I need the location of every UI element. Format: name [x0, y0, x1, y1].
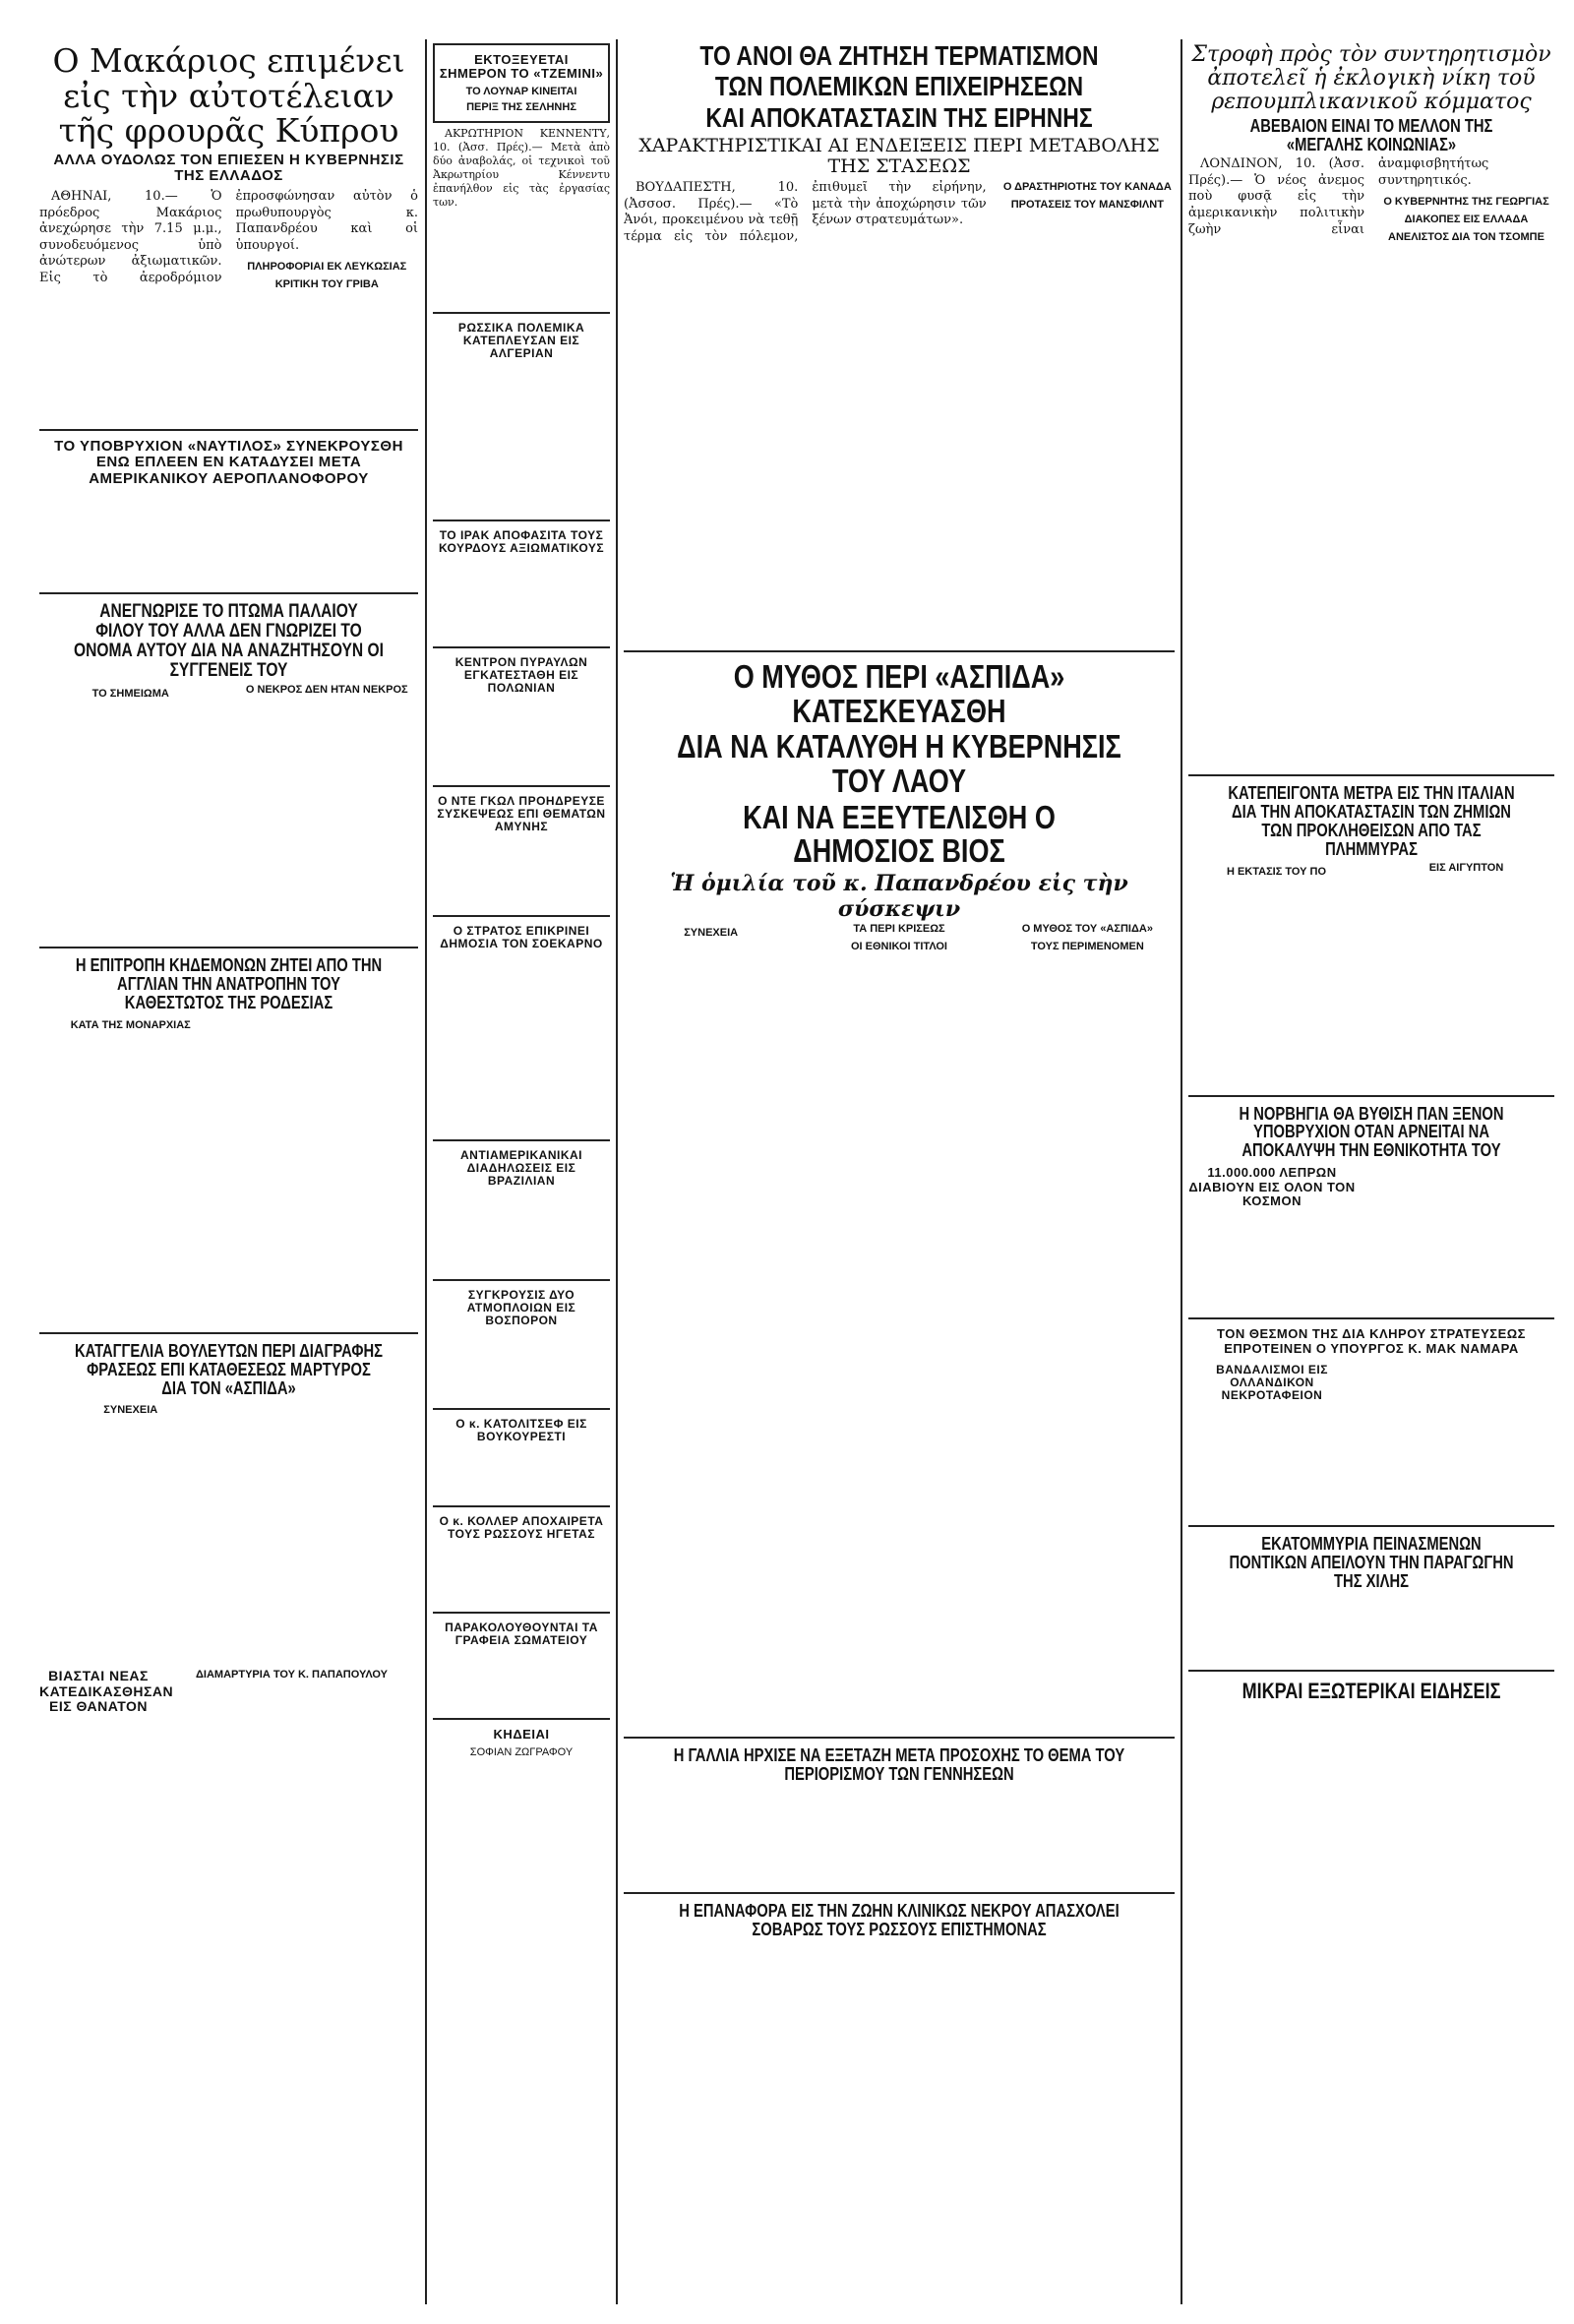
- headline-rapists: ΒΙΑΣΤΑΙ ΝΕΑΣ ΚΑΤΕΔΙΚΑΣΘΗΣΑΝ ΕΙΣ ΘΑΝΑΤΟΝ: [39, 1668, 174, 1715]
- article-degaulle: [433, 838, 610, 907]
- subsection-title: ΕΙΣ ΑΙΓΥΠΤΟΝ: [1428, 861, 1504, 874]
- headline-conservatism: Στροφὴ πρὸς τὸν συντηρητισμὸν ἀποτελεῖ ἡ ἐκλογικὴ νίκη τοῦ ρεπουμπλικανικοῦ κόμματος: [1191, 42, 1551, 114]
- headline-deputies: ΚΑΤΑΓΓΕΛΙΑ ΒΟΥΛΕΥΤΩΝ ΠΕΡΙ ΔΙΑΓΡΑΦΗΣ ΦΡΑΣΕΩΣ ΕΠΙ ΚΑΤΑΘΕΣΕΩΣ ΜΑΡΤΥΡΟΣ ΔΙΑ ΤΟΝ «ΑΣΠΙΔΑ»: [75, 1340, 383, 1398]
- headline-foreign-briefs: ΜΙΚΡΑΙ ΕΞΩΤΕΡΙΚΑΙ ΕΙΔΗΣΕΙΣ: [1241, 1678, 1501, 1703]
- subsection-title: ΣΥΝΕΧΕΙΑ: [103, 1404, 158, 1417]
- headline-union-office: ΠΑΡΑΚΟΛΟΥΘΟΥΝΤΑΙ ΤΑ ΓΡΑΦΕΙΑ ΣΩΜΑΤΕΙΟΥ: [445, 1620, 598, 1648]
- headline-revival: Η ΕΠΑΝΑΦΟΡΑ ΕΙΣ ΤΗΝ ΖΩΗΝ ΚΛΙΝΙΚΩΣ ΝΕΚΡΟΥ ΑΠΑΣΧΟΛΕΙ ΣΟΒΑΡΩΣ ΤΟΥΣ ΡΩΣΣΟΥΣ ΕΠΙΣΤΗΜΟΝΑΣ: [679, 1900, 1120, 1939]
- article-foreign-briefs: [1188, 1704, 1554, 1822]
- article-chile-rats: [1188, 1593, 1554, 1662]
- article-russian-ships: [433, 364, 610, 512]
- headline-bucharest: Ο κ. ΚΑΤΟΛΙΤΣΕΦ ΕΙΣ ΒΟΥΚΟΥΡΕΣΤΙ: [455, 1417, 587, 1444]
- article-brazil: [433, 1193, 610, 1271]
- subsection-title: ΤΟ ΣΗΜΕΙΩΜΑ: [91, 688, 169, 701]
- headline-rhodesia: Η ΕΠΙΤΡΟΠΗ ΚΗΔΕΜΟΝΩΝ ΖΗΤΕΙ ΑΠΟ ΤΗΝ ΑΓΓΛΙΑΝ ΤΗΝ ΑΝΑΤΡΟΠΗΝ ΤΟΥ ΚΑΘΕΣΤΩΤΟΣ ΤΗΣ ΡΟΔΕΣΙΑΣ: [75, 955, 383, 1012]
- subsection-title: Ο ΔΡΑΣΤΗΡΙΟΤΗΣ ΤΟΥ ΚΑΝΑΔΑ: [1002, 181, 1172, 194]
- subsection-title: ΚΡΙΤΙΚΗ ΤΟΥ ΓΡΙΒΑ: [274, 278, 379, 291]
- box-subtitle: ΤΟ ΛΟΥΝΑΡ ΚΙΝΕΙΤΑΙ: [465, 85, 577, 97]
- subsection-title: ΣΥΝΕΧΕΙΑ: [684, 927, 739, 940]
- lead-paragraph: ΛΟΝΔΙΝΟΝ, 10. (Ἀσσ. Πρές).— Ὁ νέος ἀνεμος ποὺ φυσᾷ εἰς τὴν ἀμερικανικὴν πολιτικὴν ζωὴν εἶναι ἀναμφισβητήτως συντηρητικός.: [1188, 156, 1489, 237]
- subsection-title: ΔΙΑΜΑΡΤΥΡΙΑ ΤΟΥ Κ. ΠΑΠΑΠΟΥΛΟΥ: [196, 1669, 388, 1682]
- headline-bosporus: ΣΥΓΚΡΟΥΣΙΣ ΔΥΟ ΑΤΜΟΠΛΟΙΩΝ ΕΙΣ ΒΟΣΠΟΡΟΝ: [466, 1287, 576, 1327]
- headline-hanoi-2: ΤΩΝ ΠΟΛΕΜΙΚΩΝ ΕΠΙΧΕΙΡΗΣΕΩΝ: [714, 71, 1084, 102]
- subsection-title: ΟΙ ΕΘΝΙΚΟΙ ΤΙΤΛΟΙ: [850, 941, 947, 953]
- headline-russian-ships: ΡΩΣΣΙΚΑ ΠΟΛΕΜΙΚΑ ΚΑΤΕΠΛΕΥΣΑΝ ΕΙΣ ΑΛΓΕΡΙΑΝ: [457, 320, 585, 360]
- headline-norway: Η ΝΟΡΒΗΓΙΑ ΘΑ ΒΥΘΙΣΗ ΠΑΝ ΞΕΝΟΝ ΥΠΟΒΡΥΧΙΟΝ ΟΤΑΝ ΑΡΝΕΙΤΑΙ ΝΑ ΑΠΟΚΑΛΥΨΗ ΤΗΝ ΕΘΝΙΚΟΤΗΤΑ ΤΟΥ: [1239, 1103, 1504, 1161]
- subsection-title: ΤΑ ΠΕΡΙ ΚΡΙΣΕΩΣ: [853, 923, 945, 936]
- article-rhodesia: [39, 1014, 418, 1324]
- article-aspida: [624, 922, 1175, 1729]
- column-rule: [616, 39, 618, 2304]
- article-corpse: [39, 683, 418, 939]
- headline-aspida-3: ΚΑΙ ΝΑ ΕΞΕΥΤΕΛΙΣΘΗ Ο ΔΗΜΟΣΙΟΣ ΒΙΟΣ: [743, 798, 1056, 870]
- article-rapists: [39, 1665, 174, 1718]
- article-mcnamara: [1188, 1360, 1554, 1517]
- headline-makarios: Ο Μακάριος επιμένει εἰς τὴν αὐτοτέλειαν τῆς φρουρᾶς Κύπρου: [52, 41, 405, 151]
- article-papapoulos: [165, 1665, 418, 1718]
- headline-aspida-2: ΔΙΑ ΝΑ ΚΑΤΑΛΥΘΗ Η ΚΥΒΕΡΝΗΣΙΣ ΤΟΥ ΛΑΟΥ: [677, 728, 1121, 800]
- article-union-office: [433, 1651, 610, 1710]
- column-rule: [1180, 39, 1182, 2304]
- headline-chile-rats: ΕΚΑΤΟΜΜΥΡΙΑ ΠΕΙΝΑΣΜΕΝΩΝ ΠΟΝΤΙΚΩΝ ΑΠΕΙΛΟΥΝ ΤΗΝ ΠΑΡΑΓΩΓΗΝ ΤΗΣ ΧΙΛΗΣ: [1229, 1533, 1514, 1591]
- headline-vandalism: ΒΑΝΔΑΛΙΣΜΟΙ ΕΙΣ ΟΛΛΑΝΔΙΚΟΝ ΝΕΚΡΟΤΑΦΕΙΟΝ: [1216, 1362, 1328, 1403]
- gemini-box: [433, 43, 610, 123]
- article-nautilus: [39, 491, 418, 584]
- article-koller: [433, 1545, 610, 1604]
- headline-brazil: ΑΝΤΙΑΜΕΡΙΚΑΝΙΚΑΙ ΔΙΑΔΗΛΩΣΕΙΣ ΕΙΣ ΒΡΑΖΙΛΙΑΝ: [460, 1148, 582, 1189]
- lead-paragraph: ΒΟΥΔΑΠΕΣΤΗ, 10. (Ἀσσοσ. Πρές).— «Τὸ Ἀνόι, προκειμένου νὰ τεθῇ τέρμα εἰς τὸν πόλεμον, ἐπιθυμεῖ τὴν εἰρήνην, μετὰ τὴν ἀποχώρησιν τῶν ξένων στρατευμάτων».: [624, 180, 987, 245]
- subsection-title: ΤΟΥΣ ΠΕΡΙΜΕΝΟΜΕΝ: [1030, 941, 1144, 953]
- lead-paragraph: ΑΚΡΩΤΗΡΙΟΝ ΚΕΝΝΕΝΤΥ, 10. (Ἀσσ. Πρές).— Μετὰ ἀπὸ δύο ἀναβολάς, οἱ τεχνικοὶ τοῦ Ἀκρωτηρίου Κέννεντυ ἐπανήλθον εἰς τὰς ἐργασίας των.: [433, 126, 610, 209]
- banner-papandreou: Ἡ ὁμιλία τοῦ κ. Παπανδρέου εἰς τὴν σύσκεψιν: [670, 871, 1128, 923]
- subhead-great-society: ΑΒΕΒΑΙΟΝ ΕΙΝΑΙ ΤΟ ΜΕΛΛΟΝ ΤΗΣ «ΜΕΓΑΛΗΣ ΚΟΙΝΩΝΙΑΣ»: [1249, 116, 1493, 155]
- headline-hanoi-3: ΚΑΙ ΑΠΟΚΑΤΑΣΤΑΣΙΝ ΤΗΣ ΕΙΡΗΝΗΣ: [705, 101, 1093, 133]
- article-poland: [433, 699, 610, 777]
- column-1: [39, 39, 418, 2304]
- article-norway: [1188, 1162, 1554, 1310]
- subsection-title: Ο ΚΥΒΕΡΝΗΤΗΣ ΤΗΣ ΓΕΩΡΓΙΑΣ: [1383, 196, 1549, 209]
- article-revival: [624, 1941, 1175, 2040]
- column-3: [624, 39, 1175, 2304]
- headline-lepers: 11.000.000 ΛΕΠΡΩΝ ΔΙΑΒΙΟΥΝ ΕΙΣ ΟΛΟΝ ΤΟΝ ΚΟΣΜΟΝ: [1188, 1165, 1356, 1208]
- mcnamara-text: [1363, 1360, 1554, 1517]
- article-gemini: [433, 127, 610, 304]
- headline-mcnamara: ΤΟΝ ΘΕΣΜΟΝ ΤΗΣ ΔΙΑ ΚΛΗΡΟΥ ΣΤΡΑΤΕΥΣΕΩΣ ΕΠΡΟΤΕΙΝΕΝ Ο ΥΠΟΥΡΓΟΣ Κ. ΜΑΚ ΝΑΜΑΡΑ: [1217, 1326, 1526, 1356]
- headline-corpse: ΑΝΕΓΝΩΡΙΣΕ ΤΟ ΠΤΩΜΑ ΠΑΛΑΙΟΥ ΦΙΛΟΥ ΤΟΥ ΑΛΛΑ ΔΕΝ ΓΝΩΡΙΖΕΙ ΤΟ ΟΝΟΜΑ ΑΥΤΟΥ ΔΙΑ ΝΑ ΑΝΑΖΗΤΗΣΟΥΝ ΟΙ ΣΥΓΓΕΝΕΙΣ ΤΟΥ: [74, 601, 384, 682]
- article-makarios: [39, 189, 418, 421]
- subhead-makarios: ΑΛΛΑ ΟΥΔΟΛΩΣ ΤΟΝ ΕΠΙΕΣΕΝ Η ΚΥΒΕΡΝΗΣΙΣ ΤΗΣ ΕΛΛΑΔΟΣ: [53, 151, 404, 185]
- lepers-panel: [1188, 1162, 1356, 1310]
- headline-degaulle: Ο ΝΤΕ ΓΚΩΛ ΠΡΟΗΔΡΕΥΣΕ ΣΥΣΚΕΨΕΩΣ ΕΠΙ ΘΕΜΑΤΩΝ ΑΜΥΝΗΣ: [437, 794, 606, 834]
- article-bosporus: [433, 1331, 610, 1400]
- subsection-title: Η ΕΚΤΑΣΙΣ ΤΟΥ ΠΟ: [1226, 865, 1327, 878]
- headline-italy-floods: ΚΑΤΕΠΕΙΓΟΝΤΑ ΜΕΤΡΑ ΕΙΣ ΤΗΝ ΙΤΑΛΙΑΝ ΔΙΑ ΤΗΝ ΑΠΟΚΑΤΑΣΤΑΣΙΝ ΤΩΝ ΖΗΜΙΩΝ ΤΩΝ ΠΡΟΚΛΗΘΕΙΣΩΝ ΑΠΟ ΤΑΣ ΠΛΗΜΜΥΡΑΣ: [1228, 783, 1515, 859]
- article-sukarno: [433, 954, 610, 1131]
- column-rule: [425, 39, 427, 2304]
- column-2: [433, 39, 610, 2304]
- box-subtitle: ΠΕΡΙΞ ΤΗΣ ΣΕΛΗΝΗΣ: [466, 100, 576, 113]
- article-italy-floods: [1188, 861, 1554, 1087]
- norway-text: [1363, 1162, 1554, 1310]
- subhead-hanoi: ΧΑΡΑΚΤΗΡΙΣΤΙΚΑΙ ΑΙ ΕΝΔΕΙΞΕΙΣ ΠΕΡΙ ΜΕΤΑΒΟΛΗΣ ΤΗΣ ΣΤΑΣΕΩΣ: [638, 135, 1160, 177]
- subsection-title: Ο ΜΥΘΟΣ ΤΟΥ «ΑΣΠΙΔΑ»: [1021, 923, 1153, 936]
- article-bucharest: [433, 1448, 610, 1498]
- subsection-title: ΠΛΗΡΟΦΟΡΙΑΙ ΕΚ ΛΕΥΚΩΣΙΑΣ: [247, 261, 407, 274]
- article-france-births: [624, 1786, 1175, 1884]
- article-hanoi: [624, 180, 1175, 642]
- headline-poland: ΚΕΝΤΡΟΝ ΠΥΡΑΥΛΩΝ ΕΓΚΑΤΕΣΤΑΘΗ ΕΙΣ ΠΟΛΩΝΙΑΝ: [454, 654, 588, 695]
- headline-nautilus: ΤΟ ΥΠΟΒΡΥΧΙΟΝ «ΝΑΥΤΙΛΟΣ» ΣΥΝΕΚΡΟΥΣΘΗ ΕΝΩ ΕΠΛΕΕΝ ΕΝ ΚΑΤΑΔΥΣΕΙ ΜΕΤΑ ΑΜΕΡΙΚΑΝΙΚΟΥ ΑΕΡΟΠΛΑΝΟΦΟΡΟΥ: [54, 437, 403, 487]
- lead-paragraph: ΑΘΗΝΑΙ, 10.— Ὁ πρόεδρος Μακάριος ἀνεχώρησε τὴν 7.15 μ.μ., συνοδευόμενος ὑπὸ ἀνώτερων ἀξιωματικῶν. Εἰς τὸ ἀεροδρόμιον ἐπροσφώνησαν αὐτὸν ὁ πρωθυπουργὸς κ. Παπανδρέου καὶ οἱ ὑπουργοί.: [39, 188, 418, 285]
- headline-aspida-1: Ο ΜΥΘΟΣ ΠΕΡΙ «ΑΣΠΙΔΑ» ΚΑΤΕΣΚΕΥΑΣΘΗ: [733, 658, 1065, 729]
- box-title: ΕΚΤΟΞΕΥΕΤΑΙ ΣΗΜΕΡΟΝ ΤΟ «ΤΖΕΜΙΝΙ»: [439, 52, 604, 82]
- subsection-title: Ο ΝΕΚΡΟΣ ΔΕΝ ΗΤΑΝ ΝΕΚΡΟΣ: [245, 684, 408, 697]
- column-4: [1188, 39, 1554, 2304]
- article-conservatism: [1188, 156, 1554, 766]
- bottom-row-col1: [39, 1665, 418, 1718]
- headline-hanoi-1: ΤΟ ΑΝΟΙ ΘΑ ΖΗΤΗΣΗ ΤΕΡΜΑΤΙΣΜΟΝ: [699, 40, 1099, 71]
- funeral-name: ΣΟΦΙΑΝ ΖΩΓΡΑΦΟΥ: [469, 1745, 574, 1758]
- subsection-title: ΑΝΕΛΙΣΤΟΣ ΔΙΑ ΤΟΝ ΤΣΟΜΠΕ: [1388, 231, 1544, 244]
- subsection-title: ΚΑΤΑ ΤΗΣ ΜΟΝΑΡΧΙΑΣ: [70, 1018, 191, 1031]
- headline-iraq: ΤΟ ΙΡΑΚ ΑΠΟΦΑΣΙΤΑ ΤΟΥΣ ΚΟΥΡΔΟΥΣ ΑΞΙΩΜΑΤΙΚΟΥΣ: [438, 528, 605, 556]
- subsection-title: ΔΙΑΚΟΠΕΣ ΕΙΣ ΕΛΛΑΔΑ: [1404, 214, 1529, 226]
- subsection-title: ΠΡΟΤΑΣΕΙΣ ΤΟΥ ΜΑΝΣΦΙΛΝΤ: [1010, 199, 1164, 212]
- headline-funerals: ΚΗΔΕΙΑΙ: [493, 1727, 550, 1743]
- headline-sukarno: Ο ΣΤΡΑΤΟΣ ΕΠΙΚΡΙΝΕΙ ΔΗΜΟΣΙΑ ΤΟΝ ΣΟΕΚΑΡΝΟ: [440, 923, 603, 950]
- vandalism-panel: [1188, 1360, 1356, 1517]
- headline-france-births: Η ΓΑΛΛΙΑ ΗΡΧΙΣΕ ΝΑ ΕΞΕΤΑΖΗ ΜΕΤΑ ΠΡΟΣΟΧΗΣ ΤΟ ΘΕΜΑ ΤΟΥ ΠΕΡΙΟΡΙΣΜΟΥ ΤΩΝ ΓΕΝΝΗΣΕΩΝ: [673, 1745, 1125, 1784]
- article-deputies: [39, 1399, 418, 1665]
- headline-koller: Ο κ. ΚΟΛΛΕΡ ΑΠΟΧΑΙΡΕΤΑ ΤΟΥΣ ΡΩΣΣΟΥΣ ΗΓΕΤΑΣ: [439, 1513, 604, 1541]
- article-iraq: [433, 560, 610, 639]
